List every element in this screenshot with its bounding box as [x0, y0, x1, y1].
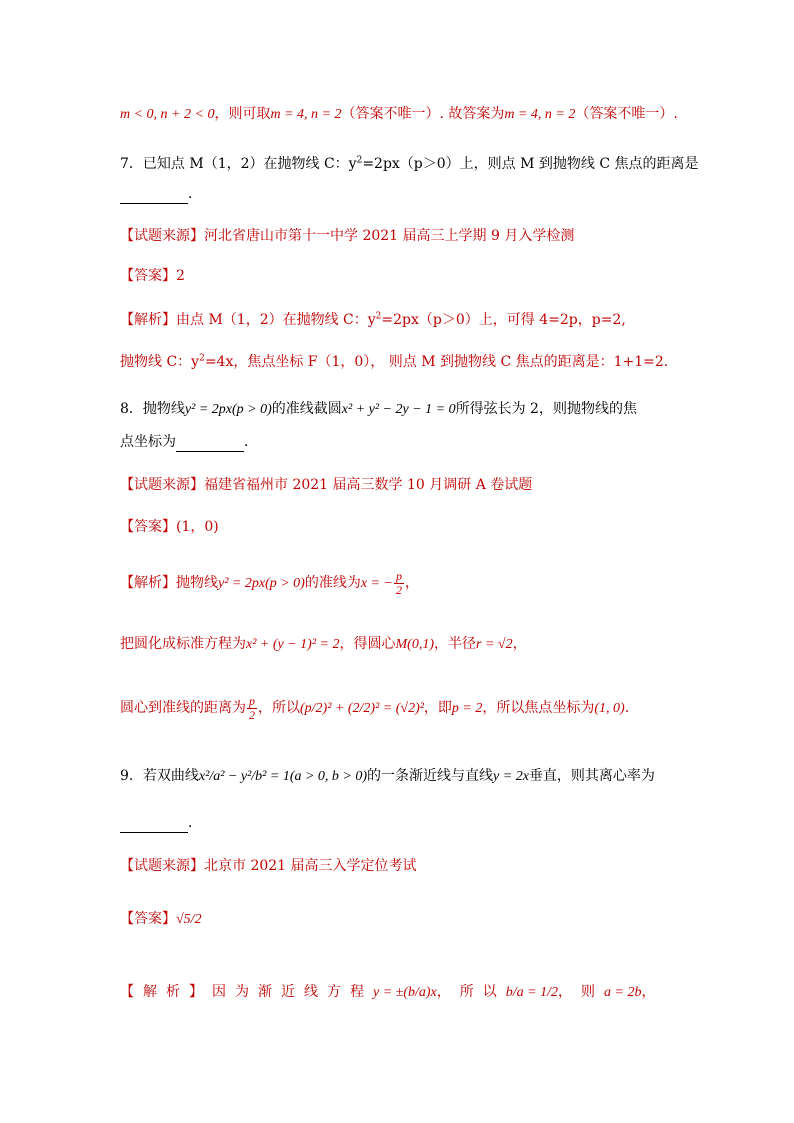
math-asymptote: y = ±(b/a)x	[373, 985, 437, 1000]
q7-answer	[120, 268, 185, 285]
math-m4-n2-b: m = 4, n = 2	[504, 107, 576, 122]
text: 所得弦长为 2，则抛物线的焦	[455, 401, 637, 417]
text: ，	[404, 575, 419, 592]
q7-stem-b: =2px（p＞0）上，则点 M 到抛物线 C 焦点的距离是	[362, 156, 699, 172]
text: 9．若双曲线	[120, 768, 199, 784]
math-focus: (1, 0)	[594, 701, 625, 717]
answer-blank	[120, 186, 188, 204]
answer-label: 【答案】	[120, 519, 176, 535]
text: 8．抛物线	[120, 401, 185, 417]
math-directrix: x = −	[360, 576, 393, 592]
q7-explanation-1	[120, 312, 626, 329]
math-distance-eq: (p/2)² + (2/2)² = (√2)²	[300, 701, 424, 717]
text: 圆心到准线的距离为	[120, 700, 246, 717]
q8-stem-line2	[120, 434, 258, 452]
q7-stem-line2	[120, 186, 202, 204]
math-m-n-condition: m < 0, n + 2 < 0	[120, 107, 215, 122]
math-radius: r = √2	[476, 637, 513, 652]
answer-blank	[120, 815, 188, 833]
q8-explanation-3	[120, 695, 629, 721]
answer-blank	[176, 434, 244, 452]
q7-stem-a: 7．已知点 M（1，2）在抛物线 C：y	[120, 156, 357, 172]
text: ，所以焦点坐标为	[482, 700, 595, 717]
period: ．	[244, 434, 258, 450]
q8-source: 【试题来源】福建省福州市 2021 届高三数学 10 月调研 A 卷试题	[120, 477, 533, 493]
q9-stem	[120, 768, 655, 786]
math-hyperbola-eq: x²/a² − y²/b² = 1(a > 0, b > 0)	[198, 769, 368, 784]
answer-value: (1，0)	[176, 519, 219, 535]
text: 【解析】由点 M（1，2）在抛物线 C：y	[120, 312, 376, 328]
q8-explanation-1	[120, 570, 419, 596]
text: 垂直，则其离心率为	[528, 768, 655, 784]
q8-explanation-2	[120, 636, 527, 654]
text: 把圆化成标准方程为	[120, 636, 246, 652]
text: （答案不唯一）.	[575, 106, 678, 122]
period: ．	[188, 186, 202, 202]
text: =2px（p＞0）上，可得 4=2p，p=2,	[381, 312, 626, 328]
q9-explanation	[120, 984, 655, 1002]
q9-source: 【试题来源】北京市 2021 届高三入学定位考试	[120, 858, 417, 874]
answer-label: 【答案】	[120, 268, 176, 284]
math-line-eq: y = 2x	[493, 769, 529, 784]
text: 的准线截圆	[271, 401, 342, 417]
text: ，所以	[436, 984, 506, 1000]
numerator: p	[249, 694, 255, 708]
denominator: 2	[249, 707, 255, 722]
math-parabola-eq: y² = 2px(p > 0)	[184, 402, 272, 417]
answer-value: √5/2	[176, 912, 202, 927]
text: ，得圆心	[339, 636, 396, 652]
answer-label: 【答案】	[120, 911, 176, 927]
superscript: 2	[356, 155, 363, 166]
text: 因为渐近线方程	[212, 984, 373, 1000]
text: ，	[641, 984, 656, 1000]
numerator: p	[395, 569, 402, 583]
text: ，即	[423, 700, 452, 717]
superscript: 2	[375, 311, 382, 322]
math-center: M(0,1)	[395, 637, 434, 652]
superscript: 2	[199, 353, 205, 364]
math-circle-standard: x² + (y − 1)² = 2	[246, 637, 340, 652]
math-ratio: b/a = 1/2	[505, 985, 559, 1000]
math-p-value: p = 2	[451, 701, 483, 717]
explanation-label: 【解析】	[120, 984, 212, 1000]
text: 抛物线 C：y	[120, 354, 200, 370]
q7-stem	[120, 156, 699, 173]
math-m4-n2: m = 4, n = 2	[270, 107, 342, 122]
text: ，	[512, 636, 527, 652]
denominator: 2	[395, 582, 402, 597]
text: （答案不唯一）. 故答案为	[341, 106, 505, 122]
text: 的一条渐近线与直线	[367, 768, 494, 784]
text: ，则可取	[214, 106, 271, 122]
q7-source: 【试题来源】河北省唐山市第十一中学 2021 届高三上学期 9 月入学检测	[120, 228, 575, 244]
fraction-p-over-2	[247, 695, 257, 721]
text: 的准线为	[304, 575, 361, 592]
text: ，所以	[258, 700, 300, 717]
q7-explanation-2	[120, 354, 668, 371]
q9-stem-line2	[120, 815, 202, 833]
text: 【解析】抛物线	[120, 575, 218, 592]
math-parabola-eq: y² = 2px(p > 0)	[218, 576, 305, 592]
line-1	[120, 106, 678, 124]
q8-answer	[120, 519, 219, 536]
text: .	[624, 700, 630, 717]
answer-value: 2	[176, 268, 185, 284]
q8-stem	[120, 401, 637, 419]
text: ，半径	[434, 636, 476, 652]
text: 点坐标为	[120, 434, 176, 450]
math-a-equals-2b: a = 2b	[604, 985, 642, 1000]
fraction-p-over-2	[394, 570, 404, 596]
q9-answer	[120, 911, 202, 929]
text: =4x，焦点坐标 F（1，0）， 则点 M 到抛物线 C 焦点的距离是：1+1=2.	[204, 354, 669, 370]
math-circle-eq: x² + y² − 2y − 1 = 0	[341, 402, 456, 417]
period: ．	[188, 815, 202, 831]
text: ，则	[558, 984, 605, 1000]
